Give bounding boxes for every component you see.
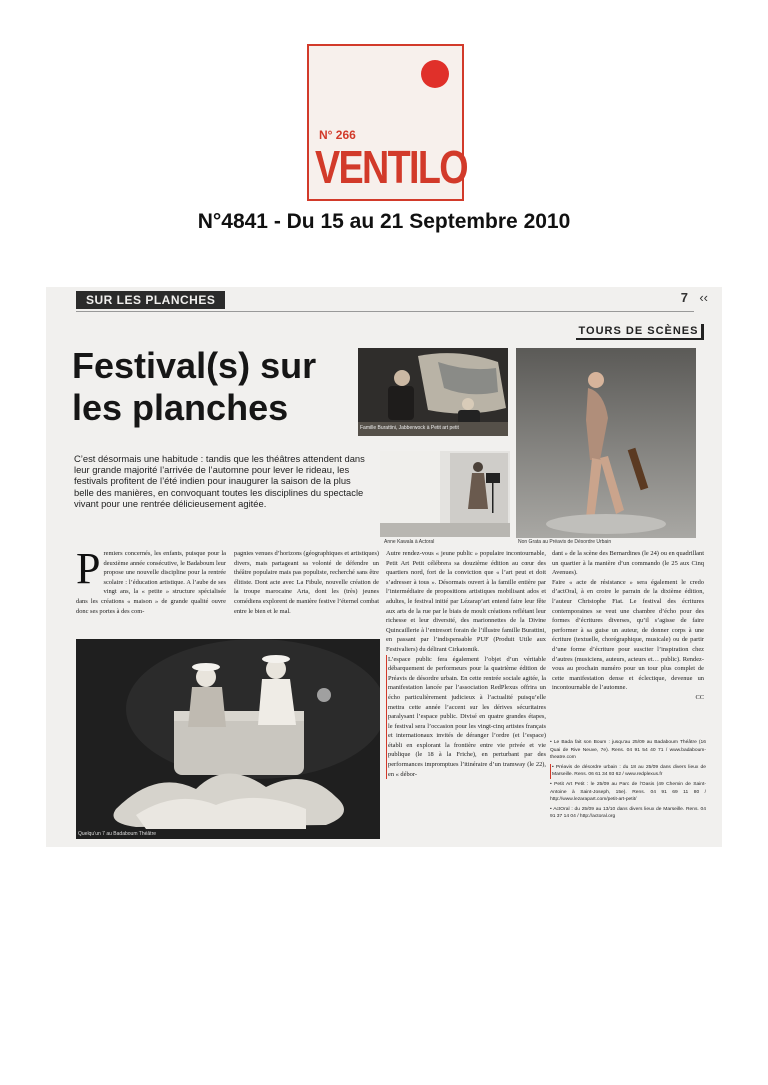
headline: Festival(s) sur les planches — [72, 345, 317, 428]
caption-kawala: Anne Kawala à Actoral — [384, 539, 435, 545]
photo-non-grata-image — [516, 348, 696, 538]
logo-issue-number: N° 266 — [319, 128, 356, 142]
photo-burattini — [358, 348, 508, 436]
column-4-paragraph-2: Faire « acte de résistance » sera également le credo d’actOral, à en croire le parrain de la dixième édition, l’auteur Christophe Fiat. Le festival des écritures contemporaines se veut une chambre d’écho pour des formes d’écritures diverses, qu’il s’agisse de faire performer à sa guise un auteur, de donner corps à une écriture (textuelle, chorégraphique, musicale) ou de partir d’une forme d’écriture pour susciter l’inspiration chez d’autres (musiciens, auteurs, acteurs et… public). Rendez-vous au prochain numéro pour un tour plus complet de cette manifestation dense et éclectique, devenue un incontournable de l’automne. — [552, 578, 704, 692]
caption-non-grata: Non Grata au Préavis de Désordre Urbain — [518, 539, 612, 545]
logo-red-dot — [421, 60, 449, 88]
caption-burattini: Famille Burattini, Jabberwock à Petit art petit — [360, 425, 459, 431]
photo-badaboum-image — [76, 639, 380, 839]
logo-title: VENTILO — [315, 141, 467, 193]
standfirst: C’est désormais une habitude : tandis que les théâtres attendent dans leur grande majorité l’arrivée de l’automne pour lever le rideau, les festivals profitent de l’été indien pour inaugurer la saison de la plus belle des manières, en convoquant toutes les disciplines du spectacle vivant pour une rentrée délicieusement agitée. — [74, 453, 365, 509]
photo-kawala-image — [380, 451, 510, 537]
column-2-text: pagnies venues d’horizons (géographiques et artistiques) divers, mais partageant sa volonté de défendre un théâtre populaire mais pas populiste, recherché sans être élitiste. Dont acte avec La Fibule, nouvelle création de la troupe marocaine Arta, dont les (très) jeunes comédiens explorent de manière festive l’éternel combat entre le bien et le mal. — [234, 550, 379, 615]
rubric-label: TOURS DE SCÈNES — [576, 324, 704, 340]
photo-badaboum — [76, 639, 380, 839]
column-4-paragraph-1: dant » de la scène des Bernardines (le 24) ou en quadrillant un quartier à la manière d’un commando (le 25 aux Cinq Avenues). — [552, 550, 704, 577]
info-box — [550, 739, 706, 843]
photo-kawala — [380, 451, 510, 537]
column-1-text: remiers concernés, les enfants, puisque pour la deuxième année consécutive, le Badaboum leur propose une nouvelle discipline pour la rentrée scolaire : l’éducation artistique. A l’aube de ses vingt ans, la « petite » structure spécialisée dans les créations « maison » de grande qualité ouvre donc ses portes à des com- — [76, 550, 226, 615]
photo-burattini-image — [358, 348, 508, 436]
photo-non-grata — [516, 348, 696, 538]
ventilo-logo — [307, 44, 467, 201]
author-signature: CC — [695, 693, 704, 701]
column-3-paragraph-2: L’espace public fera également l’objet d’un véritable débarquement de performeurs pour la quatrième édition de Préavis de désordre urbain. En cette rentrée sociale agitée, la manifestation lancée par l’association RedPlexus offrira un écho particulièrement judicieux à l’actualité puisqu’elle mettra cette année l’accent sur les dérives sécuritaires paralysant l’espace public. Divisé en quatre grandes étapes, le festival sera l’occasion pour les vingt-cinq artistes français et internationaux invités de déranger l’ordre (et l’espace) établi en explorant la frontière entre vie privée et vie publique (le 18 à la Friche), en perturbant par des performances impromptues l’itinéraire d’un tramway (le 22), en « débor- — [388, 655, 546, 778]
info-item-badaboum: • Le Bada fait son Boum : jusqu’au 25/09 au Badaboum Théâtre (16 Quai de Rive Neuve, 7e). Rens. 04 91 54 40 71 / www.badaboum-theatre.com — [550, 740, 706, 761]
corner-mark-icon: ‹‹ — [699, 290, 708, 305]
article-column-2 — [234, 549, 379, 637]
info-item-actoral: • ActOral : du 25/09 au 13/10 dans divers lieux de Marseille. Rens. 04 91 37 14 04 / http://actoral.org — [550, 806, 706, 820]
page-number: 7 — [680, 290, 688, 305]
section-tag: SUR LES PLANCHES — [76, 291, 225, 309]
article-column-3 — [386, 549, 546, 847]
top-rule — [76, 311, 694, 312]
press-clipping — [46, 287, 722, 847]
article-column-4 — [552, 549, 704, 737]
info-item-petit-art-petit: • Petit Art Petit : le 25/09 au Parc de l’Oasis (49 Chemin de Saint-Antoine à Saint-Joseph, 15e). Rens. 04 91 69 11 80 / http://www.lezarapart.com/petit-art-petit/ — [550, 781, 706, 803]
info-item-preavis: • Préavis de désordre urbain : du 18 au 25/09 dans divers lieux de Marseille. Rens. 06 61 34 93 62 / www.redplexus.fr — [552, 764, 706, 778]
column-3-paragraph-1: Autre rendez-vous « jeune public » populaire incontournable, Petit Art Petit célébrera sa douzième édition au cœur des quartiers nord, fort de la conviction que « l’art peut et doit s’adresser à tous ». Désormais ouvert à la famille entière par l’intermédiaire de propositions artistiques mobilisant ados et adultes, le festival initié par Lézarap’art entend faire leur fête aux arts de la rue par le biais de moult créations reflétant leur richesse et leur diversité, des marionnettes de la Divine Quincaillerie à l’entresort forain de l’illustre famille Burattini, en passant par l’indispensable PUF (Produit Utile aux Festivaliers) du délirant Cirkatomik. — [386, 550, 546, 653]
drop-cap: P — [76, 549, 101, 593]
issue-date-line: N°4841 - Du 15 au 21 Septembre 2010 — [197, 210, 571, 233]
caption-badaboum: Quelqu’un 7 au Badaboum Théâtre — [78, 831, 157, 837]
article-column-1 — [76, 549, 226, 637]
